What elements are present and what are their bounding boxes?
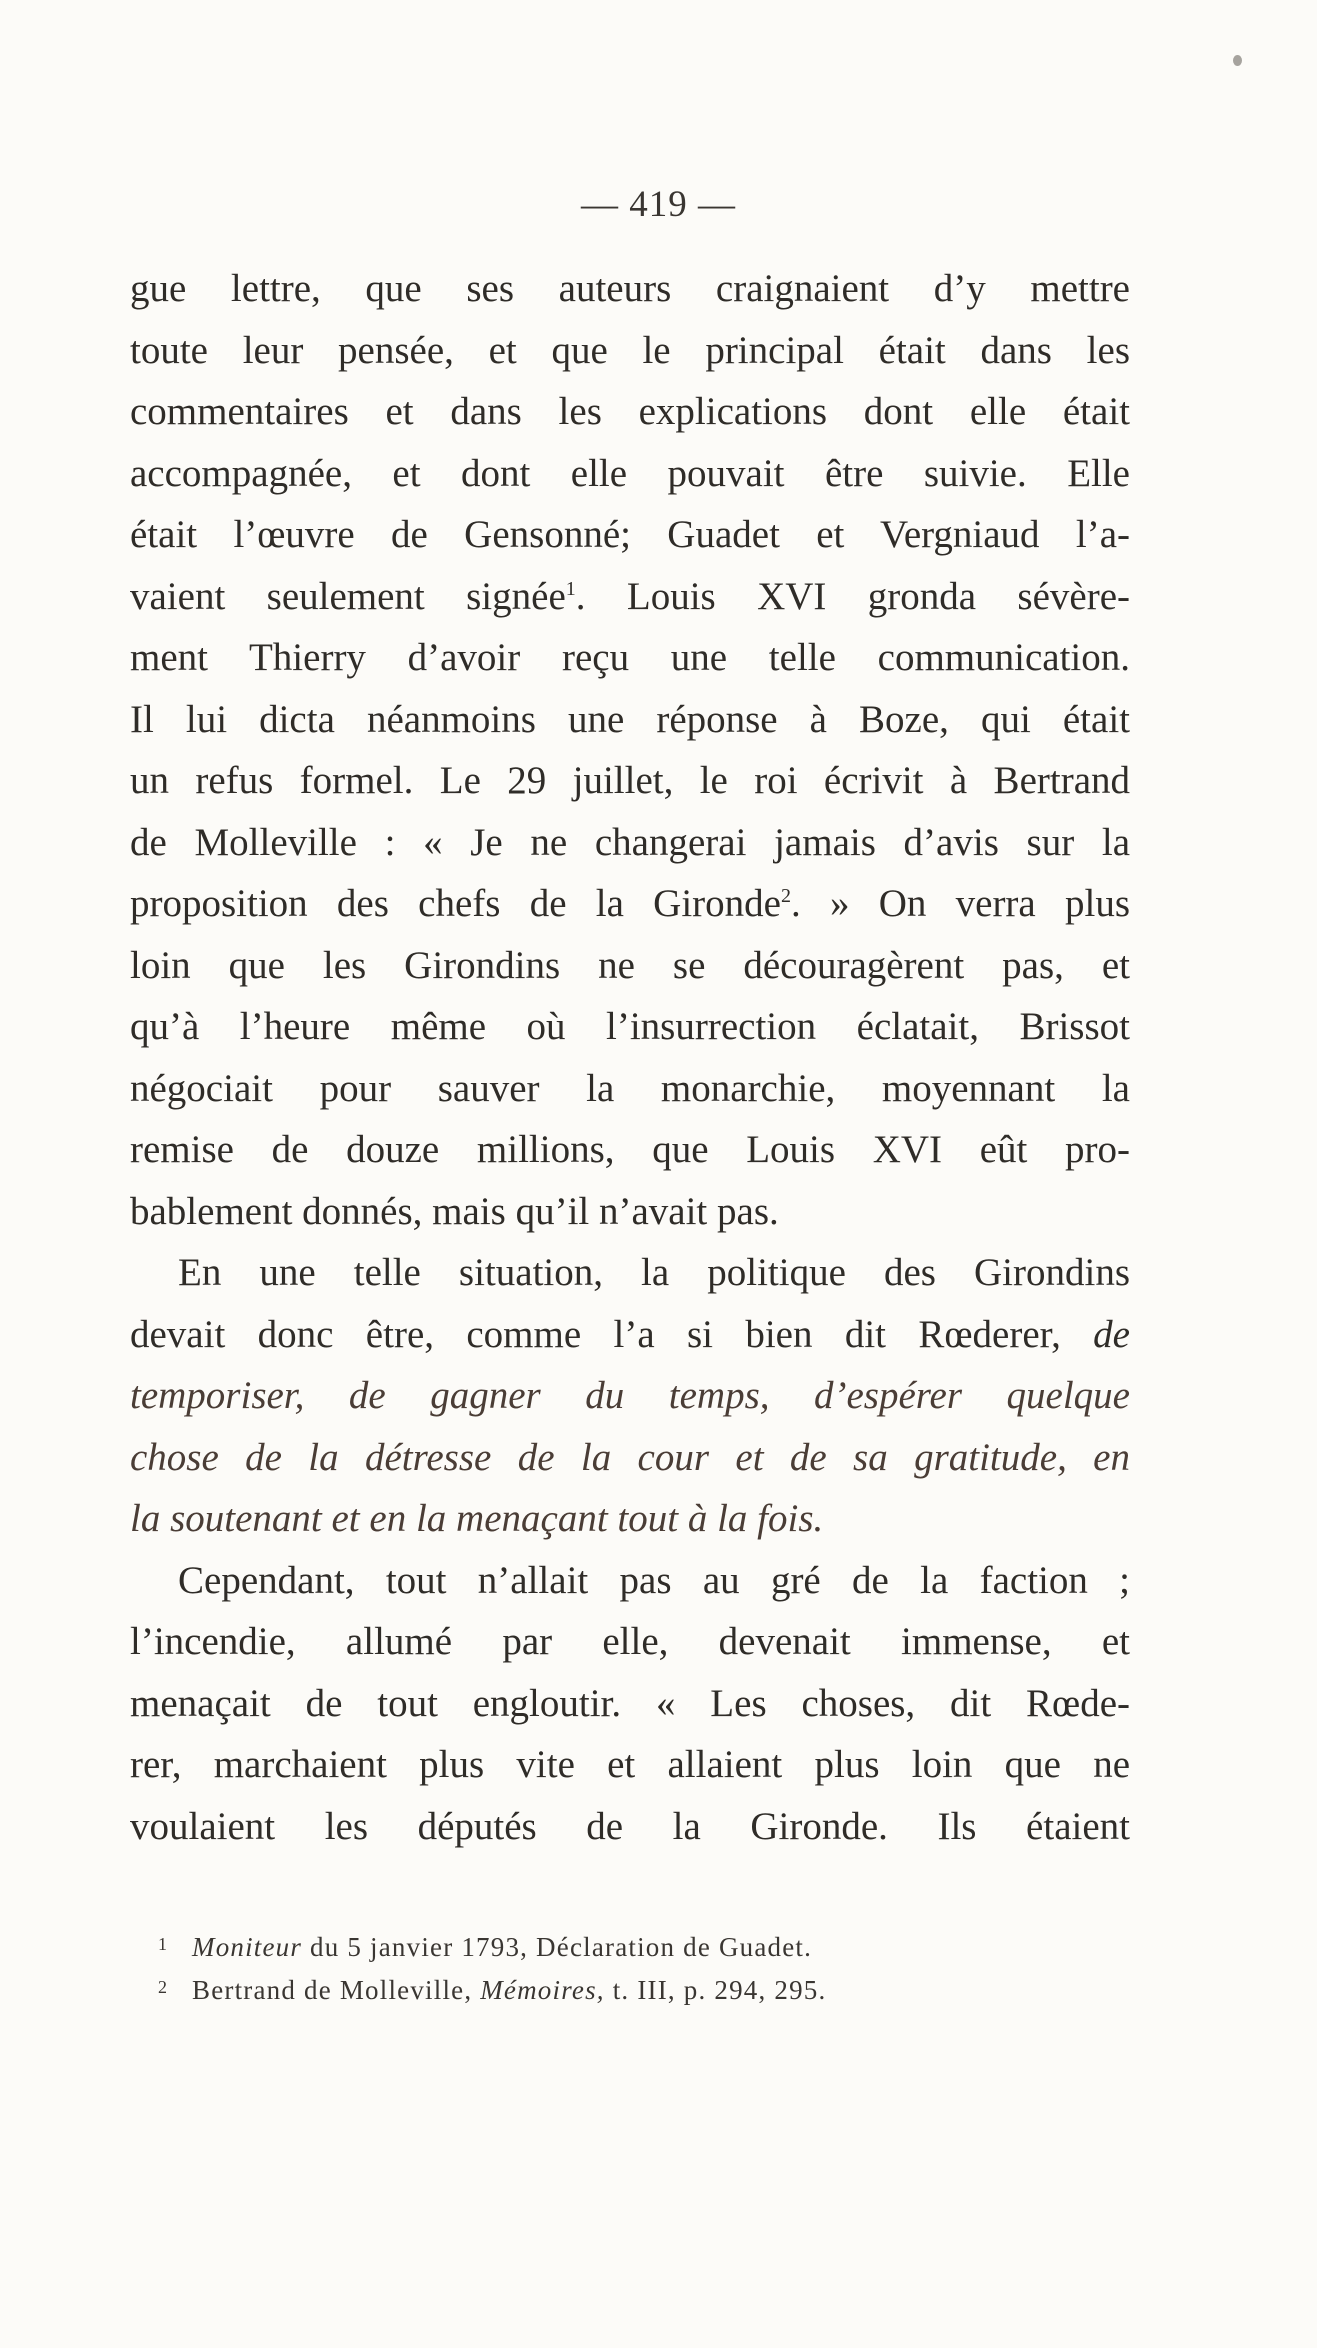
text-line: de Molleville : « Je ne changerai jamais d’avis sur la	[130, 820, 1130, 864]
text-line: gue lettre, que ses auteurs craignaient d’y mettre	[130, 267, 1130, 310]
quoted-italic-line: chose de la détresse de la cour et de sa gratitude, en	[130, 1435, 1130, 1479]
body-text	[130, 258, 1130, 1857]
text-line: bablement donnés, mais qu’il n’avait pas.	[130, 1189, 779, 1233]
footnote-number: 1	[158, 1934, 169, 1954]
text-line: loin que les Girondins ne se découragèrent pas, et	[130, 943, 1130, 987]
text-line: toute leur pensée, et que le principal était dans les	[130, 328, 1130, 372]
text-line: rer, marchaient plus vite et allaient plus loin que ne	[130, 1743, 1130, 1786]
text-line: vaient seulement signée$^1$. Louis XVI gronda sévère-	[130, 574, 1130, 618]
text-line: Cependant, tout n’allait pas au gré de la faction ;	[178, 1558, 1130, 1602]
text-line: En une telle situation, la politique des Girondins	[178, 1251, 1130, 1294]
footnotes	[158, 1924, 1038, 2010]
quoted-italic-line: la soutenant et en la menaçant tout à la fois.	[130, 1497, 824, 1540]
footnote: 2 Bertrand de Molleville, Mémoires, t. III, p. 294, 295.	[158, 1967, 1038, 2010]
ink-speck	[1233, 55, 1242, 66]
quoted-italic-line: temporiser, de gagner du temps, d’espérer quelque	[130, 1374, 1130, 1417]
text-line: menaçait de tout engloutir. « Les choses, dit Rœde-	[130, 1681, 1130, 1725]
page-number-header: — 419 —	[581, 184, 736, 225]
text-line: remise de douze millions, que Louis XVI eût pro-	[130, 1128, 1130, 1171]
text-line: un refus formel. Le 29 juillet, le roi écrivit à Bertrand	[130, 759, 1130, 802]
text-line: voulaient les députés de la Gironde. Ils étaient	[130, 1804, 1130, 1848]
footnote-ref: 2	[780, 885, 791, 907]
text-line: négociait pour sauver la monarchie, moyennant la	[130, 1066, 1130, 1110]
footnote-number: 2	[158, 1977, 169, 1997]
text-line: devait donc être, comme l’a si bien dit Rœderer, de	[130, 1312, 1130, 1356]
text-line: Il lui dicta néanmoins une réponse à Boze, qui était	[130, 697, 1130, 741]
text-line: proposition des chefs de la Gironde$^2$. » On verra plus	[130, 882, 1130, 925]
text-line: était l’œuvre de Gensonné; Guadet et Vergniaud l’a-	[130, 513, 1130, 556]
footnote: 1 Moniteur du 5 janvier 1793, Déclaration de Guadet.	[158, 1924, 1038, 1967]
footnote-ref: 1	[565, 577, 576, 600]
text-line: ment Thierry d’avoir reçu une telle communication.	[130, 636, 1130, 679]
text-line: qu’à l’heure même où l’insurrection éclatait, Brissot	[130, 1005, 1130, 1048]
text-line: l’incendie, allumé par elle, devenait immense, et	[130, 1620, 1130, 1663]
text-line: accompagnée, et dont elle pouvait être suivie. Elle	[130, 451, 1130, 495]
text-line: commentaires et dans les explications dont elle était	[130, 390, 1130, 433]
